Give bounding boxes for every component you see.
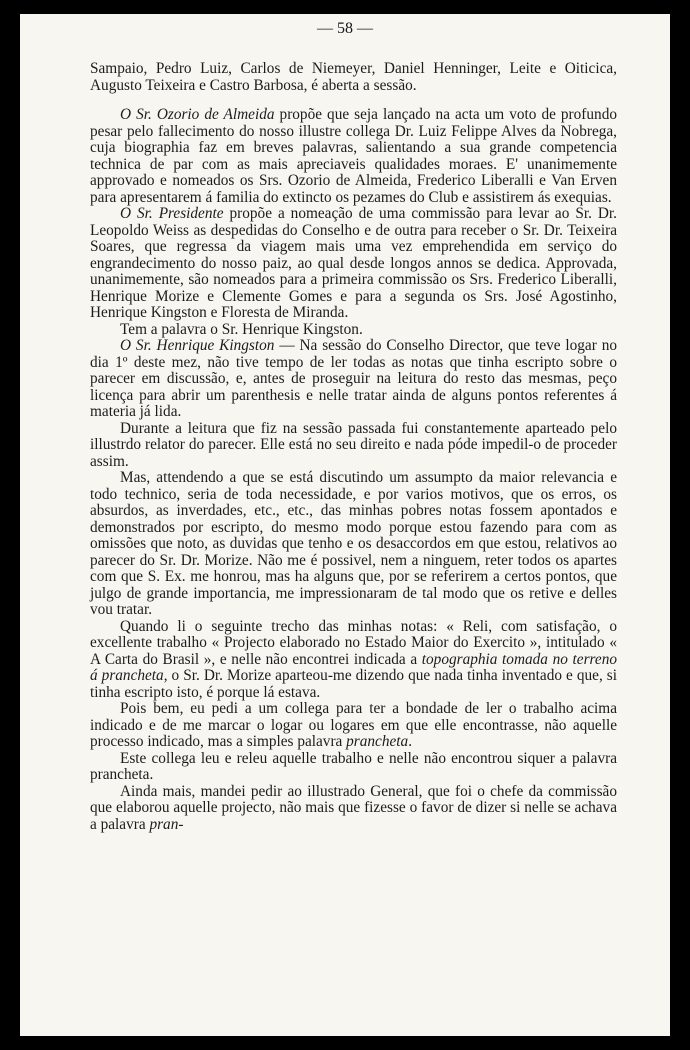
text-run: Quando li o seguinte trecho das minhas notas: « Reli, com satisfação, o excellente trabalho « Projecto elaborado no Estado Maior do Exercito », intitulado « A Carta do Brasil », e nelle não encontrei indicada a	[90, 617, 617, 668]
italic-text: O Sr. Henrique Kingston	[120, 337, 275, 354]
paragraph	[90, 619, 617, 702]
paragraph	[90, 206, 617, 322]
text-run: Ainda mais, mandei pedir ao illustrado General, que foi o chefe da commissão que elaborou aquelle projecto, não mais que fizesse o favor de dizer si nelle se achava a palavra	[90, 782, 617, 833]
body-text	[90, 61, 617, 833]
text-run: Pois bem, eu pedi a um collega para ter a bondade de ler o trabalho acima indicado e de me marcar o logar ou logares em que elle encontrasse, não aquelle processo indicado, mas a simples palavra	[90, 700, 617, 750]
text-run: Mas, attendendo a que se está discutindo um assumpto da maior relevancia e todo technico, seria de toda necessidade, e por varios motivos, que os erros, os absurdos, as inverdades, etc., etc., das minhas pobres notas fossem apontados e demonstrados por escripto, do mesmo modo porque estou fazendo para com as omissões que noto, as duvidas que tenho e os desaccordos em que estou, relativos ao parecer do Sr. Dr. Morize. Não me é possivel, nem a ninguem, reter todos os apartes com que S. Ex. me honrou, mas ha alguns que, por se referirem a certos pontos, que julgo de grande importancia, me impressionaram de tal modo que os retive e delles vou tratar.	[90, 469, 617, 618]
paragraph	[90, 470, 617, 619]
paragraph	[90, 338, 617, 421]
paragraph	[90, 701, 617, 751]
text-run: , o Sr. Dr. Morize aparteou-me dizendo que nada tinha inventado e que, si tinha escripto isto, é porque lá estava.	[90, 667, 617, 701]
page-number: — 58 —	[317, 20, 373, 37]
paragraph	[90, 784, 617, 834]
text-run: Este collega leu e releu aquelle trabalho e nelle não encontrou siquer a palavra prancheta.	[90, 749, 617, 783]
italic-text: O Sr. Presidente	[120, 205, 224, 222]
italic-text: prancheta	[346, 733, 409, 750]
text-run: .	[408, 733, 413, 750]
italic-text: O Sr. Ozorio de Almeida	[120, 106, 275, 123]
paragraph	[90, 322, 617, 339]
paragraph	[90, 751, 617, 784]
text-run: Tem a palavra o Sr. Henrique Kingston.	[120, 320, 363, 338]
page	[20, 14, 670, 1036]
paragraph	[90, 107, 617, 206]
italic-text: topographia tomada no terreno á prancheta	[90, 650, 617, 684]
italic-text: pran-	[149, 815, 184, 833]
text-run: Sampaio, Pedro Luiz, Carlos de Niemeyer, Daniel Henninger, Leite e Oiticica, Augusto Teixeira e Castro Barbosa, é aberta a sessão.	[90, 60, 617, 94]
text-run: — Na sessão do Conselho Director, que teve logar no dia 1º deste mez, não tive tempo de ler todas as notas que tinha escripto sobre o parecer em discussão, e, antes de proseguir na leitura do resto das mesmas, peço licença para abrir um parenthesis e nelle tratar ainda de alguns pontos referentes á materia já lida.	[90, 337, 617, 420]
paragraph	[90, 421, 617, 471]
text-run: propõe que seja lançado na acta um voto de profundo pesar pelo fallecimento do nosso illustre collega Dr. Luiz Felippe Alves da Nobrega, cuja biographia faz em breves palavras, salientando a sua grande competencia technica de par com as mais apreciaveis qualidades moraes. E' unanimemente approvado e nomeados os Srs. Ozorio de Almeida, Frederico Liberalli e Van Erven para apresentarem á familia do extincto os pezames do Club e assistirem ás exequias.	[90, 106, 617, 206]
paragraph	[90, 61, 617, 94]
text-run: Durante a leitura que fiz na sessão passada fui constantemente aparteado pelo illustrdo relator do parecer. Elle está no seu direito e nada póde impedil-o de proceder assim.	[90, 419, 617, 470]
text-run: propõe a nomeação de uma commissão para levar ao Sr. Dr. Leopoldo Weiss as despedidas do Conselho e de outra para receber o Sr. Dr. Teixeira Soares, que regressa da viagem mais uma vez emprehendida em serviço do engrandecimento do nosso paiz, ao qual desde longos annos se dedica. Approvada, unanimemente, são nomeados para a primeira commissão os Srs. Frederico Liberalli, Henrique Morize e Clemente Gomes e para a segunda os Srs. José Agostinho, Henrique Kingston e Floresta de Miranda.	[90, 205, 617, 321]
